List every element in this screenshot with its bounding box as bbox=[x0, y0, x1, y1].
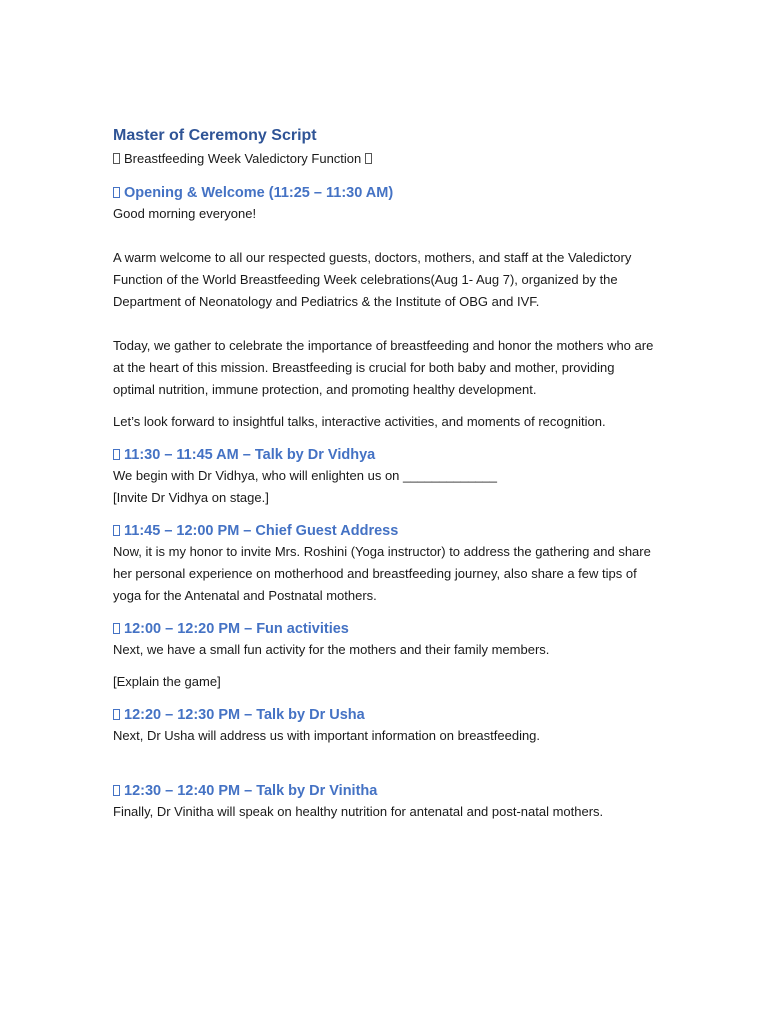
section-heading-talk-vinitha bbox=[113, 781, 658, 801]
greeting-text: Good morning everyone! bbox=[113, 206, 257, 221]
missing-glyph-icon bbox=[365, 153, 372, 164]
document-page bbox=[113, 126, 658, 823]
heading-text: 12:20 – 12:30 PM – Talk by Dr Usha bbox=[124, 707, 365, 723]
missing-glyph-icon bbox=[113, 187, 120, 198]
chief-guest-text: Now, it is my honor to invite Mrs. Roshini (Yoga instructor) to address the gathering and share her personal experience on motherhood and breastfeeding journey, also share a few tips of yoga for the Antenatal and Postnatal mothers. bbox=[113, 544, 651, 603]
subtitle-text: Breastfeeding Week Valedictory Function bbox=[124, 151, 362, 166]
vidhya-stage-note: [Invite Dr Vidhya on stage.] bbox=[113, 490, 269, 505]
document-title: Master of Ceremony Script bbox=[113, 127, 317, 144]
missing-glyph-icon bbox=[113, 153, 120, 164]
explain-game-note: [Explain the game] bbox=[113, 674, 221, 689]
fun-activity-text: Next, we have a small fun activity for the mothers and their family members. bbox=[113, 642, 550, 657]
section-heading-talk-usha bbox=[113, 705, 658, 725]
missing-glyph-icon bbox=[113, 525, 120, 536]
section-heading-chief-guest bbox=[113, 521, 658, 541]
vinitha-talk-text: Finally, Dr Vinitha will speak on healthy nutrition for antenatal and post-natal mothers. bbox=[113, 804, 604, 819]
welcome-paragraph: A warm welcome to all our respected guests, doctors, mothers, and staff at the Valedictory Function of the World Breastfeeding Week celebrations(Aug 1- Aug 7), organized by the Department of Neonatology and Pediatrics & the Institute of OBG and IVF. bbox=[113, 250, 632, 309]
purpose-paragraph: Today, we gather to celebrate the importance of breastfeeding and honor the mothers who are at the heart of this mission. Breastfeeding is crucial for both baby and mother, providing optimal nutrition, immune protection, and promoting healthy development. bbox=[113, 338, 654, 397]
heading-text: 12:30 – 12:40 PM – Talk by Dr Vinitha bbox=[124, 783, 378, 799]
section-heading-fun-activities bbox=[113, 619, 658, 639]
heading-text: 11:45 – 12:00 PM – Chief Guest Address bbox=[124, 523, 399, 539]
section-heading-opening bbox=[113, 183, 658, 203]
usha-talk-text: Next, Dr Usha will address us with important information on breastfeeding. bbox=[113, 728, 541, 743]
heading-text: Opening & Welcome (11:25 – 11:30 AM) bbox=[124, 185, 394, 201]
section-heading-talk-vidhya bbox=[113, 445, 658, 465]
missing-glyph-icon bbox=[113, 623, 120, 634]
heading-text: 11:30 – 11:45 AM – Talk by Dr Vidhya bbox=[124, 447, 376, 463]
document-subtitle bbox=[113, 150, 658, 168]
vidhya-intro-text: We begin with Dr Vidhya, who will enlighten us on _____________ bbox=[113, 468, 498, 483]
heading-text: 12:00 – 12:20 PM – Fun activities bbox=[124, 621, 349, 637]
missing-glyph-icon bbox=[113, 709, 120, 720]
missing-glyph-icon bbox=[113, 785, 120, 796]
missing-glyph-icon bbox=[113, 449, 120, 460]
preview-paragraph: Let’s look forward to insightful talks, interactive activities, and moments of recognition. bbox=[113, 414, 606, 429]
